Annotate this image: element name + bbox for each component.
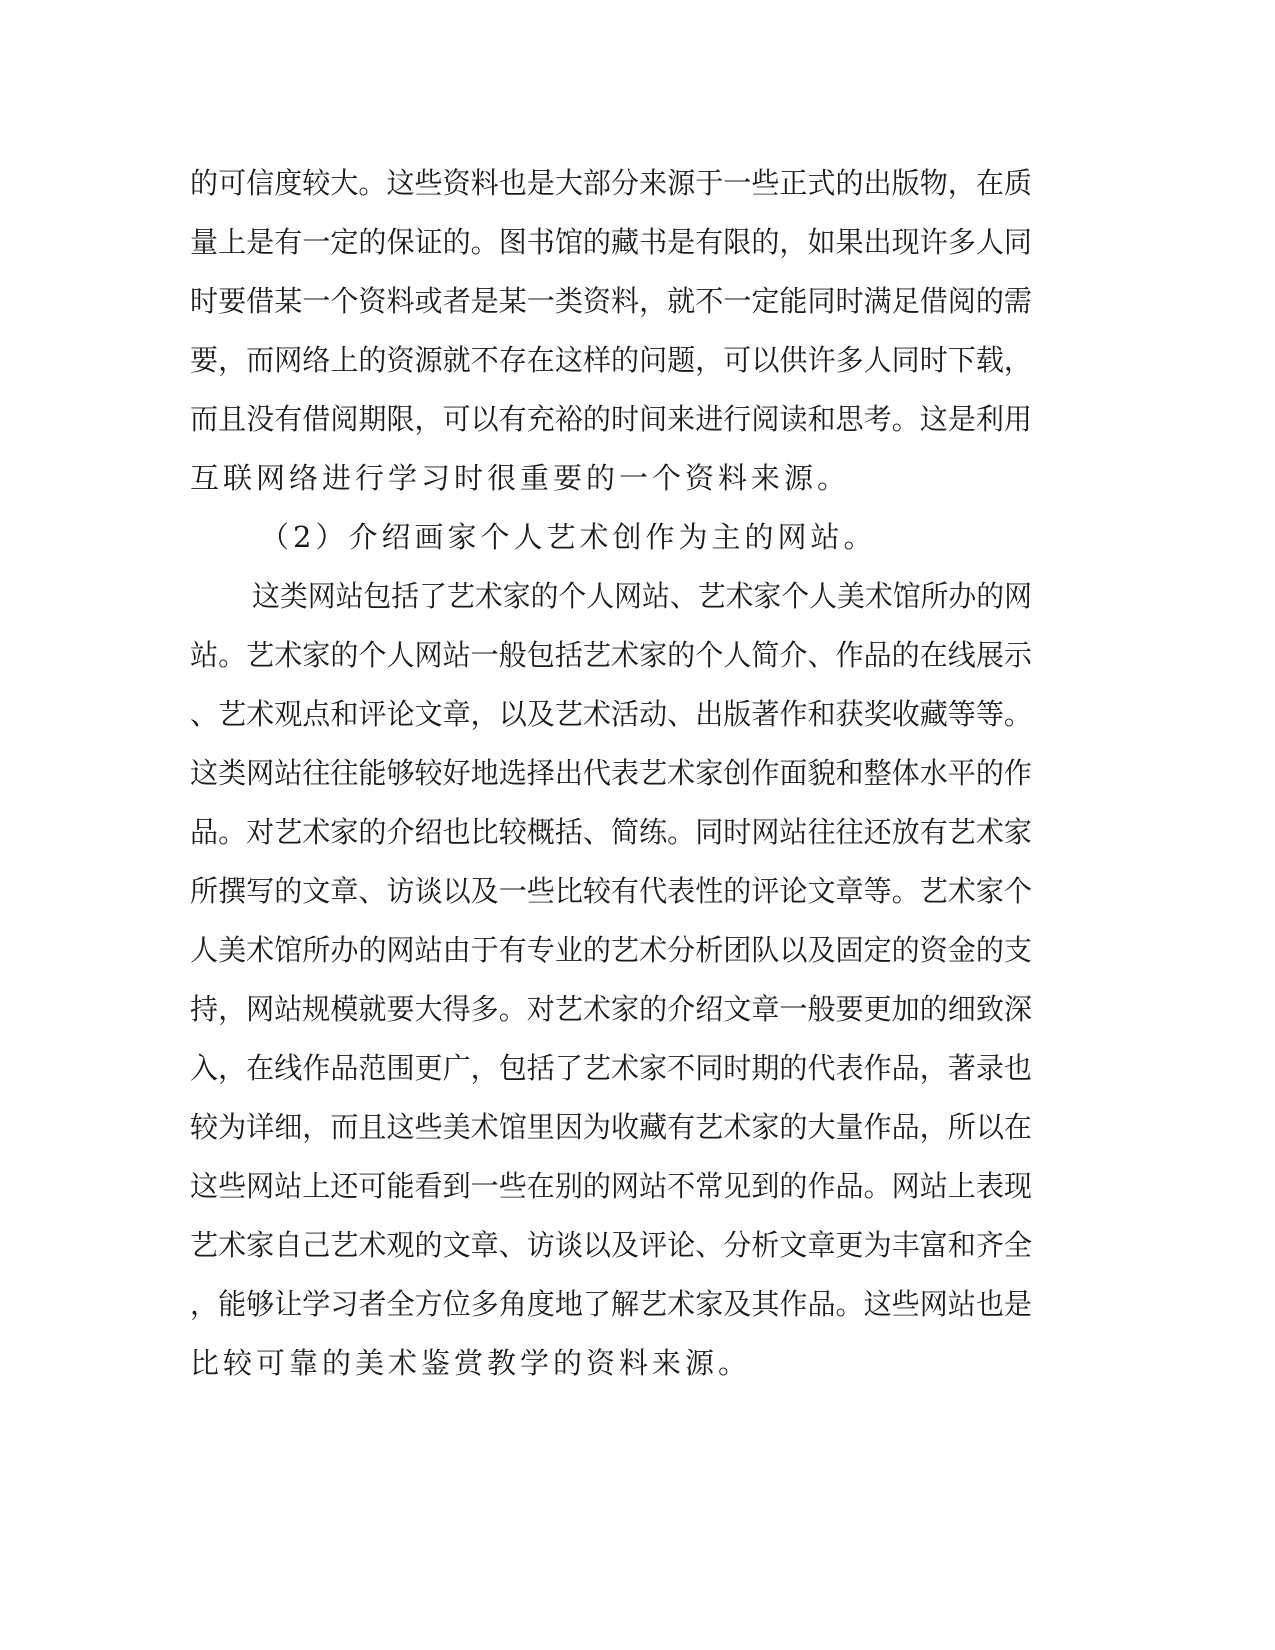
text-line: 艺术家自己艺术观的文章、访谈以及评论、分析文章更为丰富和齐全 bbox=[190, 1228, 1033, 1262]
text-line: ，能够让学习者全方位多角度地了解艺术家及其作品。这些网站也是 bbox=[190, 1287, 1033, 1321]
section-heading: （2）介绍画家个人艺术创作为主的网站。 bbox=[260, 520, 877, 554]
text-line: 品。对艺术家的介绍也比较概括、简练。同时网站往往还放有艺术家 bbox=[190, 815, 1033, 849]
text-line: 时要借某一个资料或者是某一类资料，就不一定能同时满足借阅的需 bbox=[190, 284, 1033, 318]
paragraph-first-line: 这类网站包括了艺术家的个人网站、艺术家个人美术馆所办的网 bbox=[252, 579, 1033, 613]
text-line: 、艺术观点和评论文章，以及艺术活动、出版著作和获奖收藏等等。 bbox=[190, 697, 1033, 731]
text-line: 入，在线作品范围更广，包括了艺术家不同时期的代表作品，著录也 bbox=[190, 1051, 1033, 1085]
text-line: 所撰写的文章、访谈以及一些比较有代表性的评论文章等。艺术家个 bbox=[190, 874, 1033, 908]
text-line: 持，网站规模就要大得多。对艺术家的介绍文章一般要更加的细致深 bbox=[190, 992, 1033, 1026]
text-line: 站。艺术家的个人网站一般包括艺术家的个人简介、作品的在线展示 bbox=[190, 638, 1033, 672]
text-line: 这类网站往往能够较好地选择出代表艺术家创作面貌和整体水平的作 bbox=[190, 756, 1033, 790]
text-line: 互联网络进行学习时很重要的一个资料来源。 bbox=[190, 461, 851, 495]
text-line: 比较可靠的美术鉴赏教学的资料来源。 bbox=[190, 1346, 752, 1380]
text-line: 这些网站上还可能看到一些在别的网站不常见到的作品。网站上表现 bbox=[190, 1169, 1033, 1203]
text-line: 而且没有借阅期限，可以有充裕的时间来进行阅读和思考。这是利用 bbox=[190, 402, 1033, 436]
text-line: 要，而网络上的资源就不存在这样的问题，可以供许多人同时下载， bbox=[190, 343, 1033, 377]
text-line: 人美术馆所办的网站由于有专业的艺术分析团队以及固定的资金的支 bbox=[190, 933, 1033, 967]
text-line: 较为详细，而且这些美术馆里因为收藏有艺术家的大量作品，所以在 bbox=[190, 1110, 1033, 1144]
text-line: 的可信度较大。这些资料也是大部分来源于一些正式的出版物，在质 bbox=[190, 166, 1033, 200]
text-line: 量上是有一定的保证的。图书馆的藏书是有限的，如果出现许多人同 bbox=[190, 225, 1033, 259]
